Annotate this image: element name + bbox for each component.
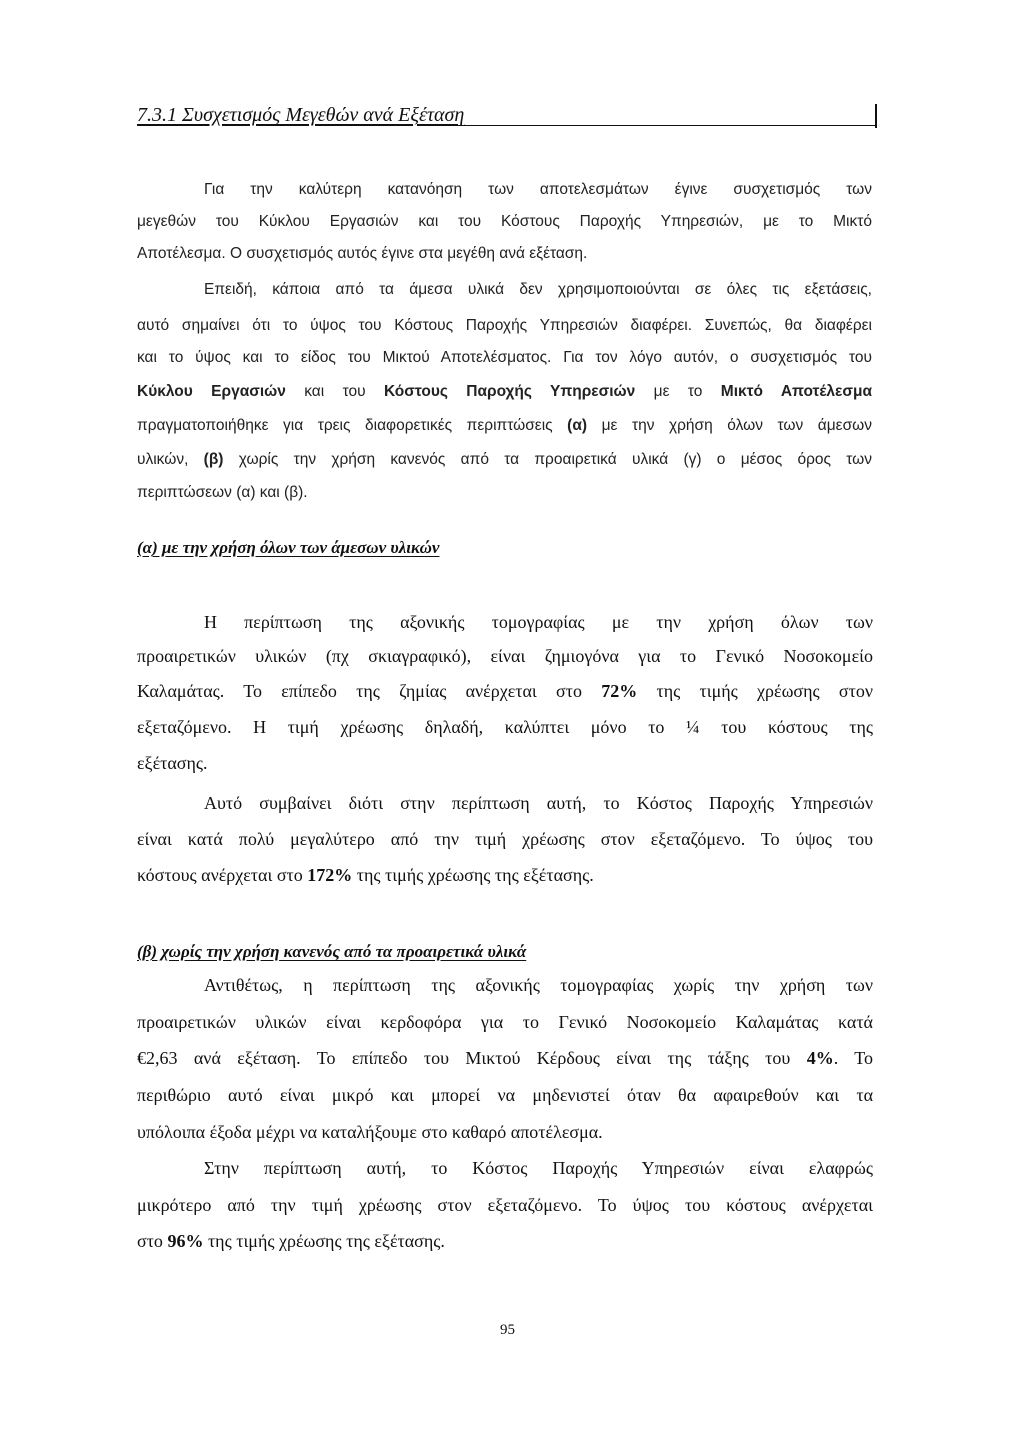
intro-line: περιπτώσεων (α) και (β). [137, 484, 308, 501]
term-kyklos-ergasion: Κύκλου Εργασιών [137, 383, 286, 400]
case-b-line: μικρότερο από την τιμή χρέωσης στον εξεταζόμενο. Το ύψος του κόστους ανέρχεται [137, 1195, 873, 1215]
case-b-line: υπόλοιπα έξοδα μέχρι να καταλήξουμε στο καθαρό αποτέλεσμα. [137, 1122, 603, 1142]
case-a-line: κόστους ανέρχεται στο 172% της τιμής χρέωσης της εξέτασης. [137, 865, 594, 885]
case-b-line: προαιρετικών υλικών είναι κερδοφόρα για το Γενικό Νοσοκομείο Καλαμάτας κατά [137, 1012, 873, 1032]
intro-line: Κύκλου Εργασιών και του Κόστους Παροχής Υπηρεσιών με το Μικτό Αποτέλεσμα [137, 383, 872, 400]
case-a-line: Η περίπτωση της αξονικής τομογραφίας με την χρήση όλων των [204, 612, 873, 632]
intro-line: Επειδή, κάποια από τα άμεσα υλικά δεν χρησιμοποιούνται σε όλες τις εξετάσεις, [204, 281, 872, 298]
intro-line: αυτό σημαίνει ότι το ύψος του Κόστους Παροχής Υπηρεσιών διαφέρει. Συνεπώς, θα διαφέρει [137, 317, 872, 334]
term-mikto-apotelesma: Μικτό Αποτέλεσμα [720, 383, 872, 400]
cost-percentage: 172% [307, 865, 353, 885]
intro-line: υλικών, (β) χωρίς την χρήση κανενός από τα προαιρετικά υλικά (γ) ο μέσος όρος των [137, 451, 873, 468]
intro-line: πραγματοποιήθηκε για τρεις διαφορετικές περιπτώσεις (α) με την χρήση όλων των άμεσων [137, 417, 873, 434]
case-a-line: είναι κατά πολύ μεγαλύτερο από την τιμή χρέωσης στον εξεταζόμενο. Το ύψος του [137, 829, 873, 849]
case-b-line: περιθώριο αυτό είναι μικρό και μπορεί να μηδενιστεί όταν θα αφαιρεθούν και τα [137, 1085, 873, 1105]
page-number: 95 [500, 1322, 515, 1338]
loss-percentage: 72% [601, 681, 638, 701]
case-a-line: προαιρετικών υλικών (πχ σκιαγραφικό), είναι ζημιογόνα για το Γενικό Νοσοκομείο [137, 646, 873, 666]
case-b-heading: (β) χωρίς την χρήση κανενός από τα προαιρετικά υλικά [137, 942, 527, 961]
case-b-line: €2,63 ανά εξέταση. Το επίπεδο του Μικτού Κέρδους είναι της τάξης του 4%. Το [137, 1048, 874, 1068]
case-a-line: εξέτασης. [137, 753, 208, 773]
heading-rule [457, 125, 875, 126]
case-a-line: εξεταζόμενο. Η τιμή χρέωσης δηλαδή, καλύπτει μόνο το ¼ του κόστους της [137, 717, 873, 737]
case-b-line: Αντιθέτως, η περίπτωση της αξονικής τομογραφίας χωρίς την χρήση των [204, 975, 873, 995]
intro-line: Για την καλύτερη κατανόηση των αποτελεσμάτων έγινε συσχετισμός των [204, 181, 872, 198]
case-a-heading: (α) με την χρήση όλων των άμεσων υλικών [137, 538, 440, 557]
section-heading-text: 7.3.1 Συσχετισμός Μεγεθών ανά Εξέταση [137, 104, 465, 126]
term-kostos-paroxis: Κόστους Παροχής Υπηρεσιών [383, 383, 636, 400]
profit-percentage: 4% [806, 1048, 834, 1068]
case-b-line: Στην περίπτωση αυτή, το Κόστος Παροχής Υπηρεσιών είναι ελαφρώς [204, 1158, 873, 1178]
cost-percentage-b: 96% [167, 1231, 204, 1251]
section-heading [137, 104, 877, 128]
intro-line: και το ύψος και το είδος του Μικτού Αποτελέσματος. Για τον λόγο αυτόν, ο συσχετισμός του [137, 349, 872, 366]
case-a-line: Αυτό συμβαίνει διότι στην περίπτωση αυτή, το Κόστος Παροχής Υπηρεσιών [204, 793, 873, 813]
case-b-line: στο 96% της τιμής χρέωσης της εξέτασης. [137, 1231, 445, 1251]
intro-line: μεγεθών του Κύκλου Εργασιών και του Κόστους Παροχής Υπηρεσιών, με το Μικτό [137, 213, 872, 230]
intro-line: Αποτέλεσμα. Ο συσχετισμός αυτός έγινε στα μεγέθη ανά εξέταση. [137, 245, 588, 262]
case-a-line: Καλαμάτας. Το επίπεδο της ζημίας ανέρχεται στο 72% της τιμής χρέωσης στον [137, 681, 874, 701]
